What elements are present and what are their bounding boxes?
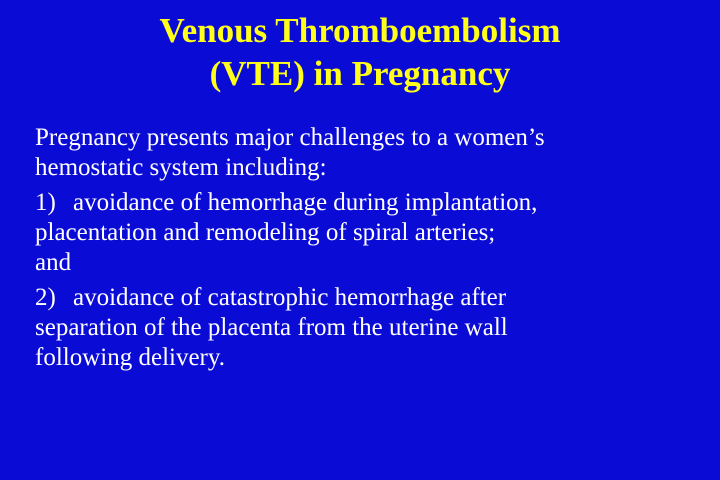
intro-line: Pregnancy presents major challenges to a women’s bbox=[35, 124, 545, 151]
list-item-text: separation of the placenta from the uterine wall bbox=[35, 314, 508, 341]
title-line: Venous Thromboembolism bbox=[159, 11, 561, 50]
intro-line: hemostatic system including: bbox=[35, 154, 327, 181]
slide-title bbox=[0, 9, 720, 95]
list-item-first-line bbox=[35, 188, 710, 218]
list-number: 2) bbox=[35, 284, 56, 311]
list-item-text: placentation and remodeling of spiral arteries; bbox=[35, 219, 496, 246]
slide-body bbox=[35, 123, 710, 378]
list-item-text: following delivery. bbox=[35, 344, 226, 371]
intro-paragraph bbox=[35, 123, 710, 183]
list-item-first-line bbox=[35, 283, 710, 313]
list-item bbox=[35, 283, 710, 373]
title-line: (VTE) in Pregnancy bbox=[209, 54, 511, 93]
list-item-text: avoidance of catastrophic hemorrhage after bbox=[73, 284, 507, 311]
list-item-text: avoidance of hemorrhage during implantation, bbox=[73, 189, 538, 216]
list-item-text: and bbox=[35, 249, 72, 276]
list-number: 1) bbox=[35, 189, 56, 216]
list-item bbox=[35, 188, 710, 278]
